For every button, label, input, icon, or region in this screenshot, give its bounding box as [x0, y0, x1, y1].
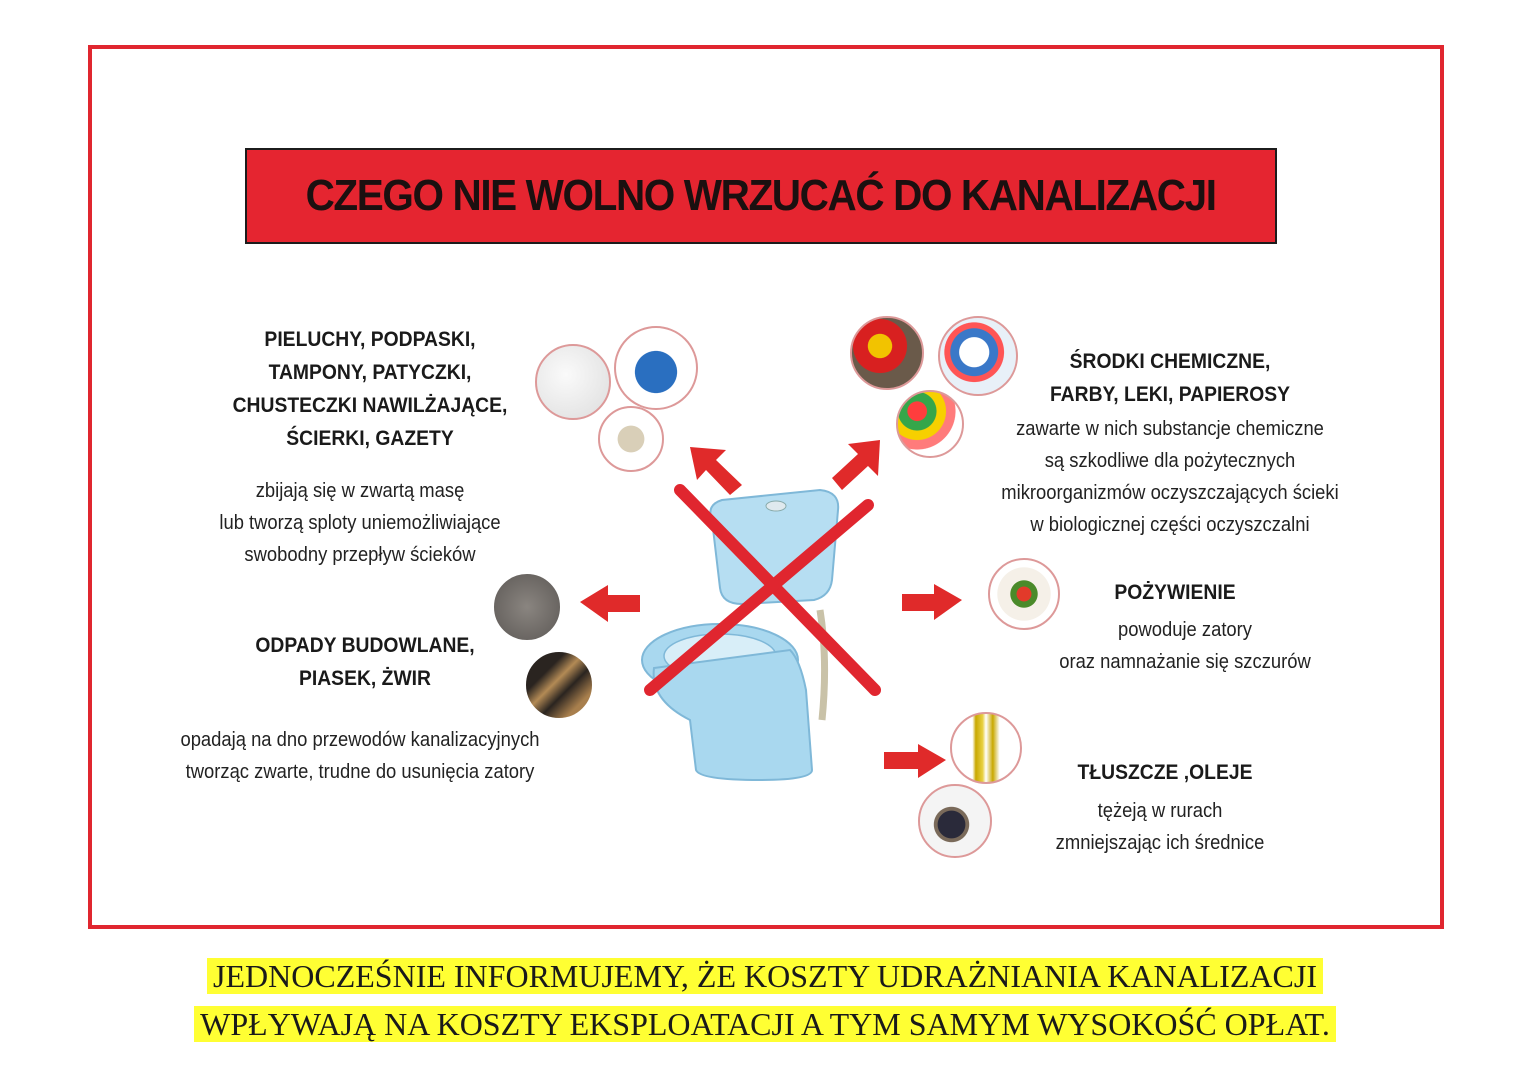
- arrow-up-left-icon: [690, 447, 742, 495]
- left-bottom-description: [139, 724, 581, 788]
- left-bottom-heading-line: ODPADY BUDOWLANE,: [255, 634, 475, 657]
- left-top-desc-line: swobodny przepływ ścieków: [244, 544, 476, 566]
- right-top-desc-line: są szkodliwe dla pożytecznych: [1044, 450, 1296, 472]
- right-bottom-desc-line: zmniejszając ich średnice: [1055, 832, 1265, 854]
- left-top-description: [167, 475, 553, 571]
- right-bottom-heading-line: TŁUSZCZE ,OLEJE: [1077, 761, 1253, 784]
- right-bottom-heading: [1059, 756, 1271, 789]
- right-bottom-desc-line: tężeją w rurach: [1097, 800, 1223, 822]
- right-top-desc-line: mikroorganizmów oczyszczających ścieki: [1001, 482, 1339, 504]
- right-top-heading-line: FARBY, LEKI, PAPIEROSY: [1049, 383, 1291, 406]
- left-bottom-desc-line: tworząc zwarte, trudne do usunięcia zatory: [185, 761, 535, 783]
- footer-line-1: [0, 958, 1530, 995]
- right-bottom-description: [1031, 795, 1289, 859]
- right-middle-heading-line: POŻYWIENIE: [1114, 581, 1236, 604]
- left-top-desc-line: lub tworzą sploty uniemożliwiające: [219, 512, 501, 534]
- left-top-heading-line: PIELUCHY, PODPASKI,: [264, 328, 476, 351]
- toilet-icon: [642, 490, 838, 780]
- right-middle-description: [1033, 614, 1337, 678]
- right-top-desc-line: zawarte w nich substancje chemiczne: [1016, 418, 1324, 440]
- arrow-left-icon: [580, 585, 640, 622]
- footer-text-2: WPŁYWAJĄ NA KOSZTY EKSPLOATACJI A TYM SAMYM WYSOKOŚĆ OPŁAT.: [194, 1006, 1336, 1042]
- paint-cans-image: [850, 316, 924, 390]
- left-top-heading: [168, 323, 573, 455]
- right-middle-desc-line: powoduje zatory: [1117, 619, 1253, 641]
- arrow-right-bottom-icon: [884, 744, 946, 778]
- cloth-image: [598, 406, 664, 472]
- wet-wipes-image: [614, 326, 698, 410]
- right-top-heading-line: ŚRODKI CHEMICZNE,: [1069, 350, 1271, 373]
- right-middle-heading: [1069, 576, 1281, 609]
- frying-pan-image: [918, 784, 992, 858]
- left-bottom-heading: [167, 629, 563, 695]
- left-top-heading-line: CHUSTECZKI NAWILŻAJĄCE,: [232, 394, 508, 417]
- right-top-description: [977, 413, 1363, 541]
- left-top-heading-line: TAMPONY, PATYCZKI,: [268, 361, 472, 384]
- pills-image: [896, 390, 964, 458]
- footer-text-1: JEDNOCZEŚNIE INFORMUJEMY, ŻE KOSZTY UDRAŻNIANIA KANALIZACJI: [207, 958, 1323, 994]
- arrow-right-middle-icon: [902, 584, 962, 620]
- left-top-desc-line: zbijają się w zwartą masę: [255, 480, 465, 502]
- right-top-heading: [995, 345, 1345, 411]
- right-middle-desc-line: oraz namnażanie się szczurów: [1059, 651, 1311, 673]
- right-top-desc-line: w biologicznej części oczyszczalni: [1030, 514, 1310, 536]
- poster-title: CZEGO NIE WOLNO WRZUCAĆ DO KANALIZACJI: [305, 171, 1217, 220]
- left-bottom-desc-line: opadają na dno przewodów kanalizacyjnych: [180, 729, 540, 751]
- arrow-up-right-icon: [832, 440, 880, 490]
- footer-line-2: [0, 1006, 1530, 1043]
- left-top-heading-line: ŚCIERKI, GAZETY: [286, 427, 454, 450]
- left-bottom-heading-line: PIASEK, ŻWIR: [298, 667, 432, 690]
- oil-pour-image: [950, 712, 1022, 784]
